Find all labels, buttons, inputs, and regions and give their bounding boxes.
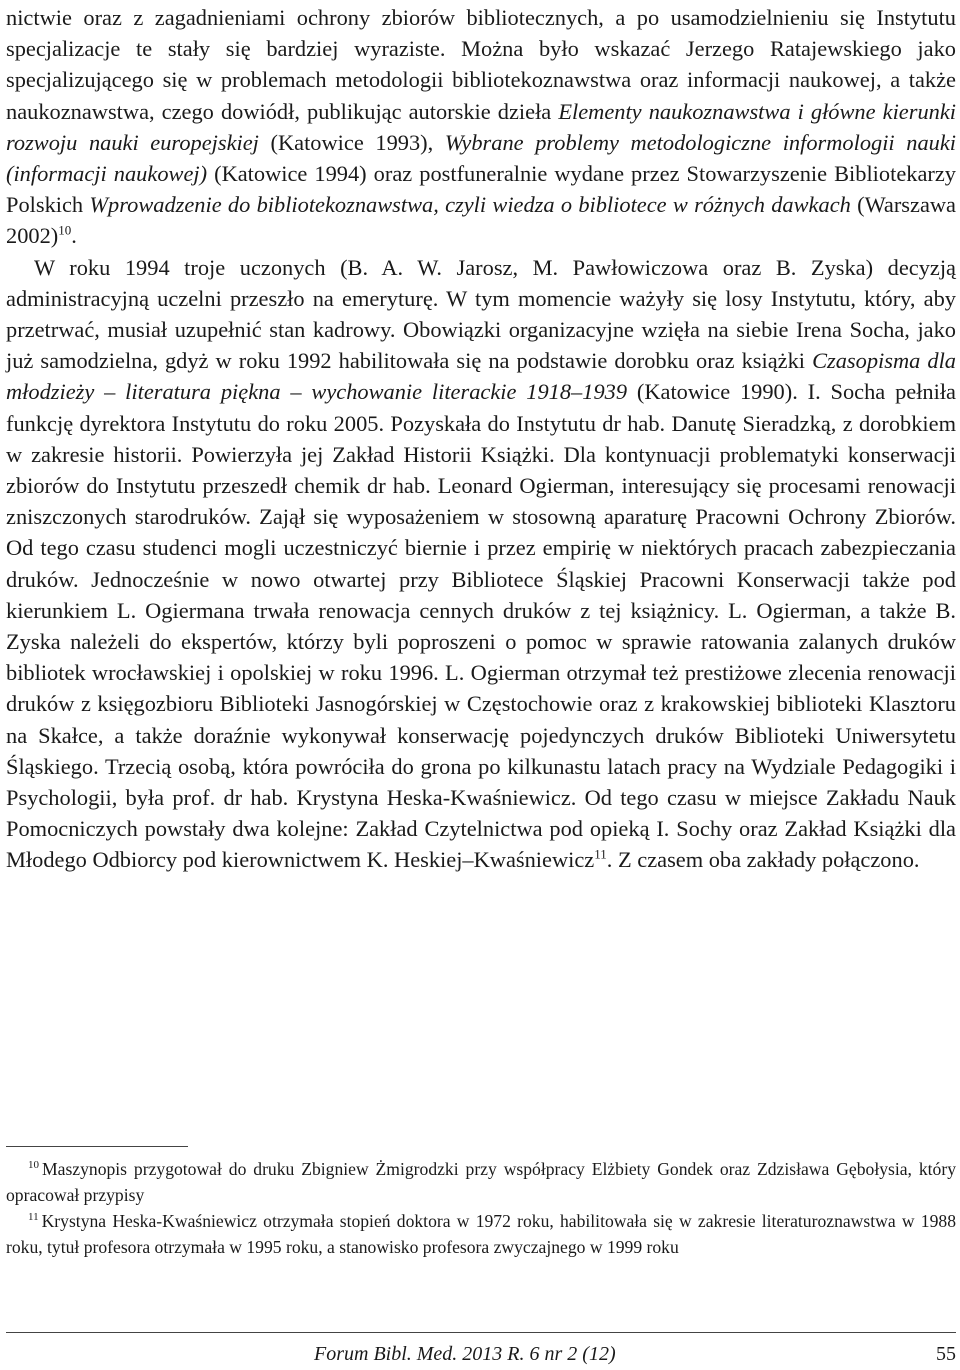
text-run: (Warszawa 2002) (6, 192, 956, 249)
footnote-number: 10 (28, 1159, 39, 1172)
page-content (6, 2, 956, 876)
text-run: W roku 1994 troje uczonych (B. A. W. Jarosz, M. Pawłowiczowa oraz B. Zyska) decyzją administracyjną uczelni przeszło na emeryturę. W tym momencie ważyły się losy Instytutu, który, aby przetrwać, musiał uzupełnić stan kadrowy. Obowiązki organizacyjne wzięła na siebie Irena Socha, jako już samodzielna, gdyż w roku 1992 habilitowała się na podstawie dorobku oraz książki (6, 254, 956, 374)
paragraph-1 (6, 2, 956, 252)
footnote-number: 11 (28, 1211, 39, 1224)
text-run: . Z czasem oba zakłady połączono. (606, 847, 920, 873)
text-run: (Katowice 1993), (258, 129, 445, 155)
footer-separator (6, 1332, 956, 1333)
book-title: Wprowadzenie do bibliotekoznawstwa, czyli wiedza o bibliotece w różnych dawkach (89, 192, 851, 218)
body-text (6, 2, 956, 876)
book-title: Elementy naukoznawstwa i główne kierunki rozwoju nauki europejskiej (6, 98, 957, 155)
text-run: . (71, 223, 77, 249)
text-run: nictwie oraz z zagadnieniami ochrony zbiorów bibliotecznych, a po usamodzielnieniu się Instytutu specjalizacje te stały się bardziej wyraziste. Można było wskazać Jerzego Ratajewskiego jako specjalizującego się w problemach metodologii bibliotekoznawstwa oraz informacji naukowej, a także naukoznawstwa, czego dowiódł, publikując autorskie dzieła (6, 5, 956, 124)
footnote-text: Maszynopis przygotował do druku Zbigniew Żmigrodzki przy współpracy Elżbiety Gondek oraz Zdzisława Gębołysia, który opracował przypisy (6, 1159, 956, 1205)
text-run: (Katowice 1994) oraz postfuneralnie wydane przez Stowarzyszenie Bibliotekarzy Polskich (6, 161, 956, 218)
footnote-ref-11[interactable]: 11 (594, 847, 607, 863)
book-title: Czasopisma dla młodzieży – literatura piękna – wychowanie literackie 1918–1939 (6, 348, 956, 405)
book-title: Wybrane problemy metodologiczne informologii nauki (informacji naukowej) (6, 129, 957, 187)
footnote-ref-10[interactable]: 10 (58, 222, 72, 238)
page-number: 55 (936, 1343, 956, 1365)
footnote-10 (6, 1156, 956, 1208)
journal-citation: Forum Bibl. Med. 2013 R. 6 nr 2 (12) (314, 1343, 616, 1365)
text-run: (Katowice 1990). I. Socha pełniła funkcję dyrektora Instytutu do roku 2005. Pozyskała do Instytutu dr hab. Danutę Sieradzką, z dorobkiem w zakresie historii. Powierzyła jej Zakład Historii Książki. Dla kontynuacji problematyki konserwacji zbiorów do Instytutu przeszedł chemik dr hab. Leonard Ogierman, interesujący się procesami renowacji zniszczonych starodruków. Zajął się wyposażeniem w stosowną aparaturę Pracowni Ochrony Zbiorów. Od tego czasu studenci mogli uczestniczyć biernie i przez empirię w niektórych pracach zabezpieczania druków. Jednocześnie w nowo otwartej przy Bibliotece Śląskiej Pracowni Konserwacji także pod kierunkiem L. Ogiermana trwała renowacja cennych druków z tej książnicy. L. Ogierman, a także B. Zyska należeli do ekspertów, którzy byli poproszeni o pomoc w sprawie ratowania zalanych druków bibliotek wrocławskiej i opolskiej w roku 1996. L. Ogierman otrzymał też prestiżowe zlecenia renowacji druków z księgozbioru Biblioteki Jasnogórskiej w Częstochowie oraz z krakowskiej biblioteki Klasztoru na Skałce, a także doraźnie wykonywał konserwację pojedynczych druków Biblioteki Uniwersytetu Śląskiego. Trzecią osobą, która powróciła do grona po kilkunastu latach pracy na Wydziale Pedagogiki i Psychologii, była prof. dr hab. Krystyna Heska-Kwaśniewicz. Od tego czasu w miejsce Zakładu Nauk Pomocniczych powstały dwa kolejne: Zakład Czytelnictwa pod opieką I. Sochy oraz Zakład Książki dla Młodego Odbiorcy pod kierownictwem K. Heskiej–Kwaśniewicz (6, 379, 956, 873)
paragraph-2 (6, 252, 956, 876)
footnote-text: Krystyna Heska-Kwaśniewicz otrzymała stopień doktora w 1972 roku, habilitowała się w zakresie literaturoznawstwa w 1988 roku, tytuł profesora otrzymała w 1995 roku, a stanowisko profesora zwyczajnego w 1999 roku (6, 1211, 956, 1257)
footnotes (6, 1156, 956, 1260)
footnote-11 (6, 1208, 956, 1260)
footnote-separator (6, 1146, 188, 1147)
